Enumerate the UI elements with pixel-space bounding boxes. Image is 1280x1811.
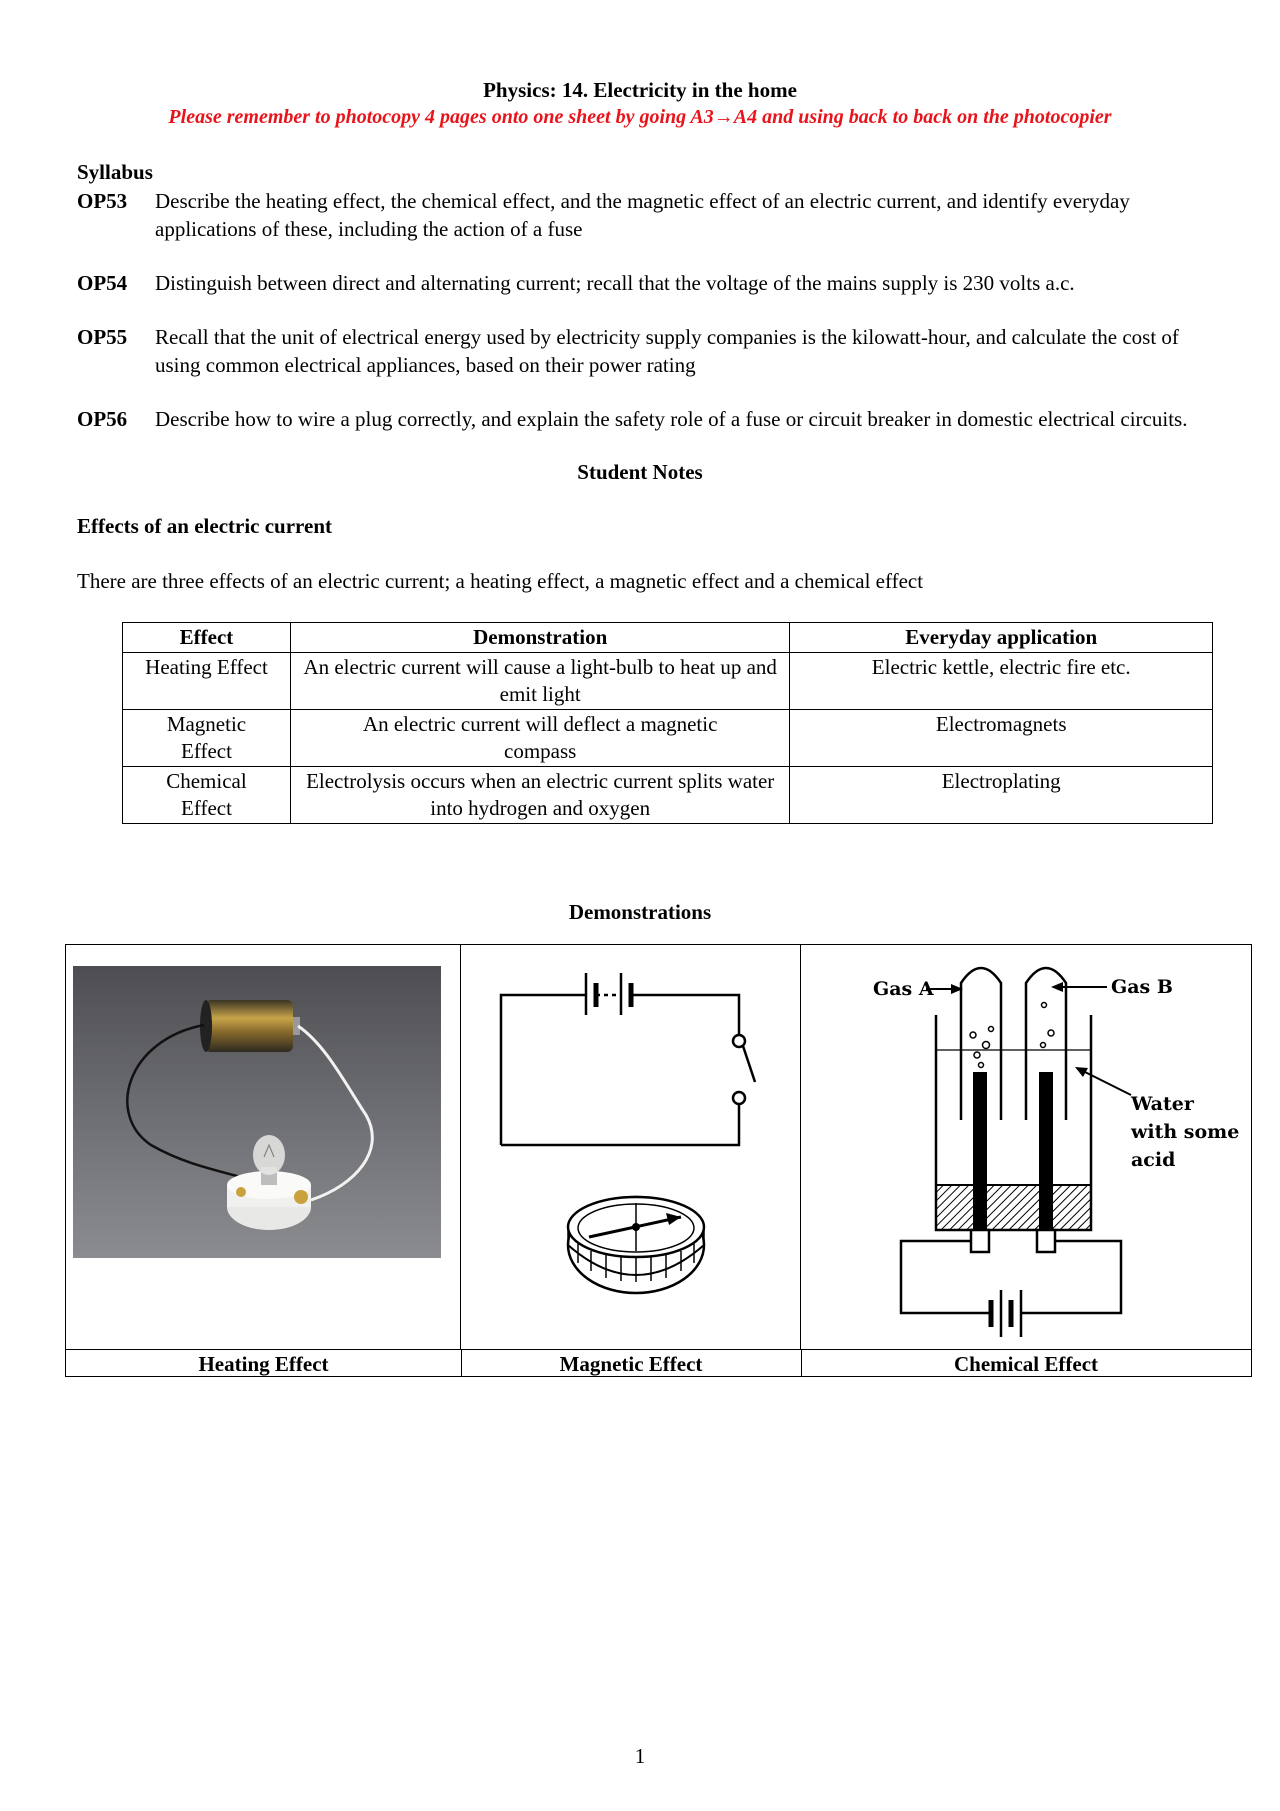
syllabus-item-op54 [77,269,1207,297]
syllabus-code: OP54 [77,271,128,295]
gas-a-label: Gas A [873,978,934,1000]
effects-table [122,622,1213,824]
caption-divider [801,1349,802,1376]
caption-magnetic-effect: Magnetic Effect [559,1352,703,1376]
syllabus-code: OP56 [77,407,128,431]
magnetic-effect-cell [461,945,801,1349]
syllabus-code: OP55 [77,325,128,349]
water-label-2: with some [1131,1121,1240,1143]
student-notes-heading: Student Notes [577,460,703,484]
header-effect: Effect [123,623,291,653]
caption-divider [461,1349,462,1376]
caption-heating-effect: Heating Effect [198,1352,329,1376]
header-everyday-application: Everyday application [790,623,1213,653]
caption-chemical-effect: Chemical Effect [953,1352,1099,1376]
photocopy-notice: Please remember to photocopy 4 pages onto one sheet by going A3→A4 and using back to back on the photocopier [168,106,1112,128]
syllabus-code: OP53 [77,189,128,213]
header-demonstration: Demonstration [290,623,789,653]
syllabus-text: Distinguish between direct and alternating current; recall that the voltage of the mains supply is 230 volts a.c. [155,271,1075,295]
demonstrations-table [65,944,1252,1377]
syllabus-item-op55 [77,323,1207,379]
table-row [123,710,1213,767]
page-number: 1 [634,1744,646,1768]
syllabus-item-op53 [77,187,1207,243]
syllabus-item-op56 [77,405,1207,433]
application-cell: Electroplating [790,767,1213,824]
water-label-3: acid [1131,1149,1176,1171]
compass-icon [568,1197,704,1293]
table-header-row [123,623,1213,653]
demonstration-cell: An electric current will deflect a magnetic compass [290,710,789,767]
electrolysis-diagram [801,945,1249,1347]
effect-cell: Chemical Effect [123,767,291,824]
demonstration-cell: Electrolysis occurs when an electric current splits water into hydrogen and oxygen [290,767,789,824]
page-title: Physics: 14. Electricity in the home [483,78,797,102]
heating-effect-cell [66,945,461,1349]
application-cell: Electric kettle, electric fire etc. [790,653,1213,710]
syllabus-text: Describe how to wire a plug correctly, and explain the safety role of a fuse or circuit breaker in domestic electrical circuits. [155,407,1188,431]
syllabus-text: Describe the heating effect, the chemical effect, and the magnetic effect of an electric current, and identify everyday applications of these, including the action of a fuse [155,189,1130,241]
effect-cell: Magnetic Effect [123,710,291,767]
table-row [123,653,1213,710]
demonstration-cell: An electric current will cause a light-bulb to heat up and emit light [290,653,789,710]
application-cell: Electromagnets [790,710,1213,767]
chemical-effect-cell [801,945,1251,1349]
table-row [123,767,1213,824]
bulb-battery-photo [66,945,459,1347]
syllabus-heading: Syllabus [77,160,153,184]
syllabus-text: Recall that the unit of electrical energy used by electricity supply companies is the kilowatt-hour, and calculate the cost of using common electrical appliances, based on their power rating [155,325,1179,377]
demonstrations-heading: Demonstrations [568,900,712,924]
water-label-1: Water [1131,1093,1194,1115]
gas-b-label: Gas B [1111,976,1173,998]
effect-cell: Heating Effect [123,653,291,710]
compass-circuit-diagram [461,945,799,1347]
effects-intro: There are three effects of an electric current; a heating effect, a magnetic effect and a chemical effect [77,569,924,593]
effects-heading: Effects of an electric current [77,514,332,538]
demonstration-captions-row [66,1349,1251,1377]
